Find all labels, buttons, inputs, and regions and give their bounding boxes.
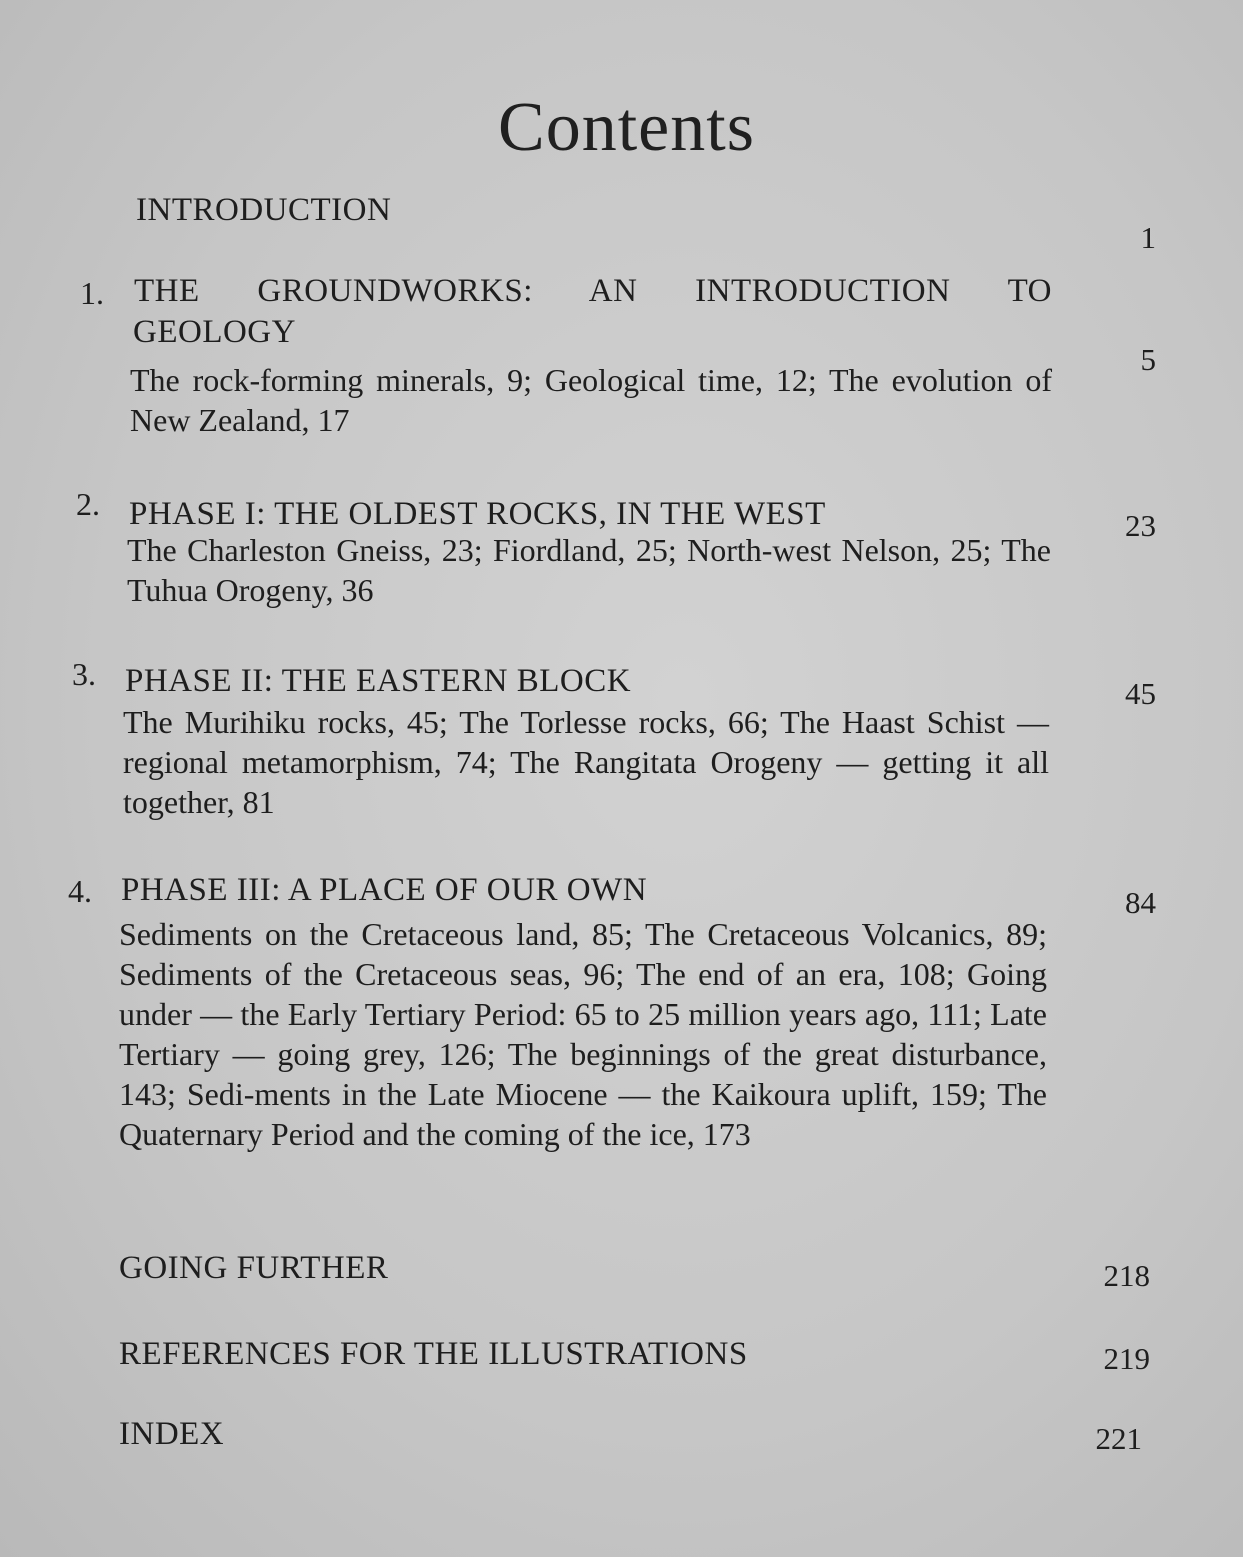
chapter-1-number: 1.	[80, 275, 104, 311]
chapter-4-title[interactable]: PHASE III: A PLACE OF OUR OWN	[121, 872, 648, 908]
toc-page-references: 219	[1103, 1341, 1150, 1376]
toc-page-going-further: 218	[1103, 1258, 1150, 1293]
chapter-3-page: 45	[1125, 676, 1156, 711]
chapter-1-page: 5	[1140, 342, 1156, 377]
chapter-3-description: The Murihiku rocks, 45; The Torlesse rocks, 66; The Haast Schist — regional metamorphism, 74; The Rangitata Orogeny — getting it all together, 81	[123, 704, 1049, 820]
toc-page-index: 221	[1095, 1421, 1142, 1456]
toc-entry-index[interactable]: INDEX	[119, 1416, 225, 1452]
chapter-4-number: 4.	[68, 873, 92, 909]
page-title: Contents	[498, 89, 755, 166]
chapter-2-page: 23	[1125, 508, 1156, 543]
toc-entry-introduction[interactable]: INTRODUCTION	[136, 192, 392, 228]
chapter-2-number: 2.	[76, 486, 100, 522]
chapter-1-title-line1[interactable]: THE GROUNDWORKS: AN INTRODUCTION TO	[134, 273, 1052, 309]
chapter-3-number: 3.	[72, 656, 96, 692]
toc-entry-going-further[interactable]: GOING FURTHER	[119, 1250, 389, 1286]
chapter-1-description: The rock-forming minerals, 9; Geological time, 12; The evolution of New Zealand, 17	[130, 362, 1052, 438]
chapter-3-title[interactable]: PHASE II: THE EASTERN BLOCK	[125, 663, 632, 699]
chapter-1-title-line2[interactable]: GEOLOGY	[133, 314, 296, 350]
chapter-2-description: The Charleston Gneiss, 23; Fiordland, 25; North-west Nelson, 25; The Tuhua Orogeny, 36	[127, 532, 1051, 608]
chapter-4-page: 84	[1125, 885, 1156, 920]
toc-entry-references[interactable]: REFERENCES FOR THE ILLUSTRATIONS	[119, 1336, 748, 1372]
toc-page-introduction: 1	[1140, 220, 1156, 255]
chapter-4-description: Sediments on the Cretaceous land, 85; The Cretaceous Volcanics, 89; Sediments of the Cretaceous seas, 96; The end of an era, 108; Going under — the Early Tertiary Period: 65 to 25 million years ago, 111; Late Tertiary — going grey, 126; The beginnings of the great disturbance, 143; Sedi-ments in the Late Miocene — the Kaikoura uplift, 159; The Quaternary Period and the coming of the ice, 173	[119, 916, 1047, 1152]
chapter-2-title[interactable]: PHASE I: THE OLDEST ROCKS, IN THE WEST	[129, 496, 826, 532]
